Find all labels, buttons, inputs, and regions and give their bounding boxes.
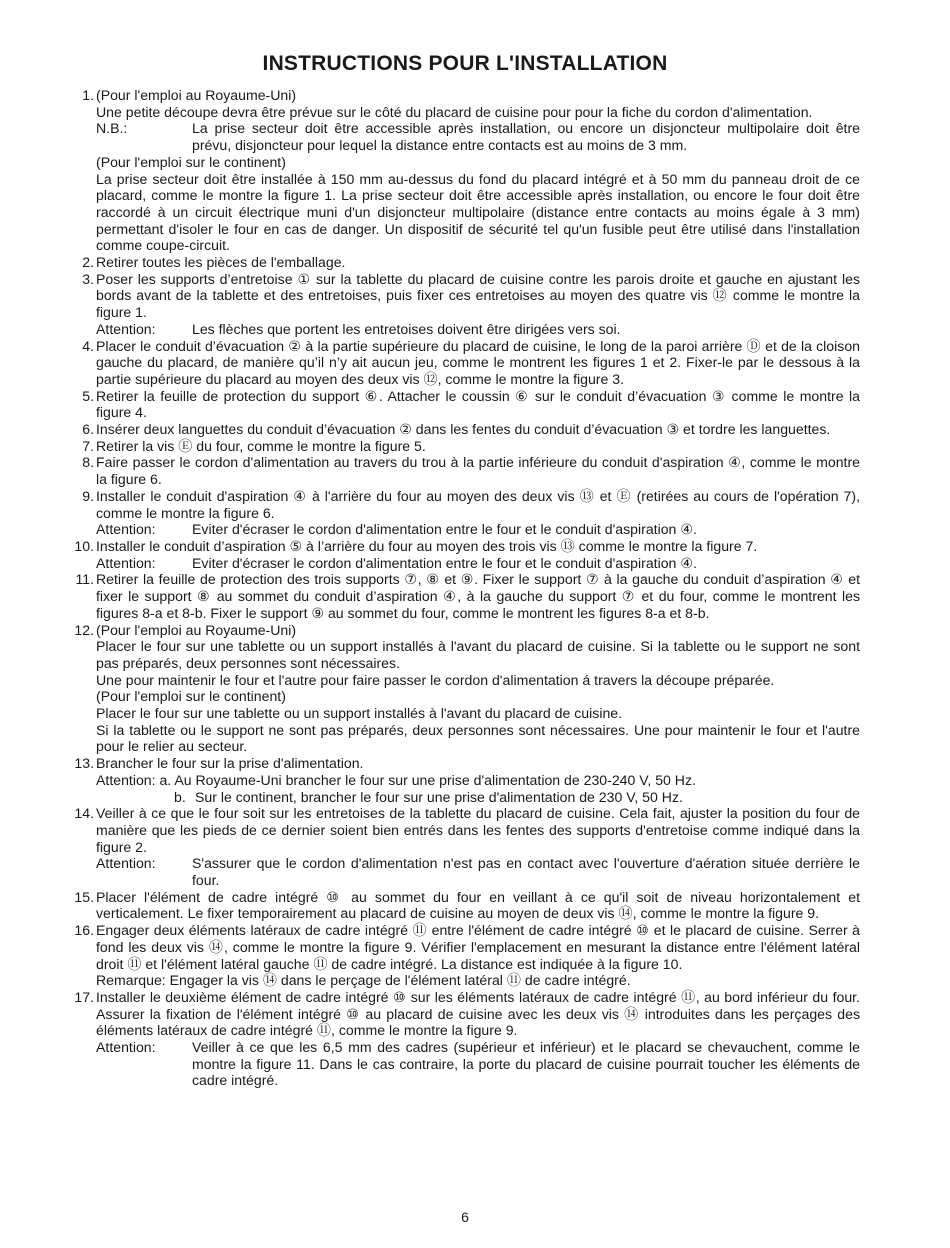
instruction-item-6 xyxy=(74,421,860,438)
item-number: 7. xyxy=(82,437,94,454)
note-label: N.B.: xyxy=(96,120,128,137)
item-paragraph: Une petite découpe devra être prévue sur le côté du placard de cuisine pour pour la fiche du cordon d'alimentation. xyxy=(96,103,813,120)
note-text: Eviter d'écraser le cordon d'alimentation entre le four et le conduit d'aspiration ④. xyxy=(192,521,697,538)
item-text: Retirer la vis Ⓔ du four, comme le montre la figure 5. xyxy=(96,437,426,454)
attention-line-b xyxy=(96,789,860,806)
note-label: Attention: xyxy=(96,554,156,571)
item-number: 13. xyxy=(74,755,94,772)
sub-label: b. xyxy=(174,788,186,805)
item-number: 17. xyxy=(74,988,94,1005)
instruction-list xyxy=(74,87,860,1089)
item-number: 3. xyxy=(82,270,94,287)
item-text: Retirer la feuille de protection du support ⑥. Attacher le coussin ⑥ sur le conduit d’évacuation ③ comme le montre la figure 4. xyxy=(96,387,861,421)
item-text: Installer le deuxième élément de cadre intégré ⑩ sur les éléments latéraux de cadre intégré ⑪, au bord inférieur du four. Assurer la fixation de l'élément intégré ⑩ au placard de cuisine avec les deux vis ⑭ introduites dans les perçages des éléments latéraux de cadre intégré ⑪, comme le montre la figure 9. xyxy=(96,988,860,1039)
instruction-item-14 xyxy=(74,805,860,889)
page-number: 6 xyxy=(461,1209,469,1225)
item-note xyxy=(96,321,860,338)
item-text: Faire passer le cordon d'alimentation au travers du trou à la partie inférieure du conduit d'aspiration ④, comme le montre la figure 6. xyxy=(96,454,860,488)
item-paragraph: (Pour l'emploi sur le continent) xyxy=(96,688,286,705)
item-paragraph: Placer le four sur une tablette ou un support installés à l'avant du placard de cuisine. xyxy=(96,705,623,722)
item-number: 11. xyxy=(75,571,94,588)
note-label: Attention: xyxy=(96,855,156,872)
instruction-item-12 xyxy=(74,622,860,756)
item-number: 9. xyxy=(82,487,94,504)
item-note xyxy=(96,521,860,538)
item-text: Brancher le four sur la prise d'alimentation. xyxy=(96,755,364,772)
item-note xyxy=(96,855,860,888)
item-number: 4. xyxy=(82,337,94,354)
instruction-item-15 xyxy=(74,889,860,922)
item-text: Engager deux éléments latéraux de cadre intégré ⑪ entre l'élément de cadre intégré ⑩ et le placard de cuisine. Serrer à fond les deux vis ⑭, comme le montre la figure 9. Vérifier l'emplacement en mesurant la distance entre l'élément latéral droit ⑪ et l'élément latéral gauche ⑪ de cadre intégré. La distance est indiquée à la figure 10. xyxy=(96,922,860,972)
item-paragraph: Si la tablette ou le support ne sont pas préparés, deux personnes sont nécessaires. Une pour maintenir le four et l'autre pour le relier au secteur. xyxy=(96,721,860,755)
note-text: Eviter d'écraser le cordon d'alimentation entre le four et le conduit d'aspiration ④. xyxy=(192,554,697,571)
item-text: Retirer la feuille de protection des trois supports ⑦, ⑧ et ⑨. Fixer le support ⑦ à la gauche du conduit d’aspiration ④ et fixer le support ⑧ au sommet du conduit d’aspiration ④, à la gauche du support ⑦ et du four, comme le montrent les figures 8-a et 8-b. Fixer le support ⑨ au sommet du four, comme le montrent les figures 8-a et 8-b. xyxy=(96,571,860,621)
item-number: 1. xyxy=(82,87,94,103)
item-text: Insérer deux languettes du conduit d’évacuation ② dans les fentes du conduit d’évacuation ③ et tordre les languettes. xyxy=(96,421,831,438)
instruction-item-17 xyxy=(74,989,860,1089)
attention-line-a: Attention: a. Au Royaume-Uni brancher le four sur une prise d'alimentation de 230-240 V, 50 Hz. xyxy=(96,771,696,788)
instruction-item-2 xyxy=(74,254,860,271)
item-number: 16. xyxy=(74,922,94,939)
item-text: Placer le conduit d’évacuation ② à la partie supérieure du placard de cuisine, le long de la paroi arrière Ⓓ et de la cloison gauche du placard, de manière qu’il n’y ait aucun jeu, comme le montrent les figures 1 et 2. Fixer-le par le dessous à la partie supérieure du placard au moyen des deux vis ⑫, comme le montre la figure 3. xyxy=(96,337,860,387)
item-paragraph: Une pour maintenir le four et l'autre pour faire passer le cordon d'alimentation á travers la découpe préparée. xyxy=(96,671,775,688)
item-text: Installer le conduit d'aspiration ④ à l'arrière du four au moyen des deux vis ⑬ et Ⓔ (retirées au cours de l'opération 7), comme le montre la figure 6. xyxy=(96,487,860,521)
item-number: 10. xyxy=(74,537,94,554)
instruction-item-5 xyxy=(74,388,860,421)
note-text: S'assurer que le cordon d'alimentation n'est pas en contact avec l'ouverture d'aération située derrière le four. xyxy=(192,855,860,889)
item-paragraph: Placer le four sur une tablette ou un support installés à l'avant du placard de cuisine. Si la tablette ou le support ne sont pas préparés, deux personnes sont nécessaires. xyxy=(96,638,860,671)
instruction-item-4 xyxy=(74,338,860,388)
item-paragraph: (Pour l'emploi au Royaume-Uni) xyxy=(96,621,297,638)
item-remark: Remarque: Engager la vis ⑭ dans le perçage de l'élément latéral ⑪ de cadre intégré. xyxy=(96,972,631,989)
item-number: 2. xyxy=(82,254,94,271)
instruction-item-10 xyxy=(74,538,860,571)
item-number: 8. xyxy=(82,454,94,471)
item-number: 6. xyxy=(82,421,94,438)
note-text: La prise secteur doit être accessible après installation, ou encore un disjoncteur multipolaire doit être prévu, disjoncteur pour lequel la distance entre contacts est au moins de 3 mm. xyxy=(192,120,860,154)
item-text: Retirer toutes les pièces de l'emballage. xyxy=(96,254,346,271)
instruction-item-1 xyxy=(74,87,860,254)
item-text: Placer l'élément de cadre intégré ⑩ au sommet du four en veillant à ce qu'il soit de niveau horizontalement et verticalement. Le fixer temporairement au placard de cuisine au moyen de deux vis ⑭, comme le montre la figure 9. xyxy=(96,888,860,922)
sub-text: Sur le continent, brancher le four sur une prise d'alimentation de 230 V, 50 Hz. xyxy=(195,788,683,805)
note-text: Les flèches que portent les entretoises doivent être dirigées vers soi. xyxy=(192,320,621,337)
note-label: Attention: xyxy=(96,320,156,337)
item-paragraph: La prise secteur doit être installée à 150 mm au-dessus du fond du placard intégré et à 50 mm du panneau droit de ce placard, comme le montre la figure 1. La prise secteur doit être accessible après installation, ou encore le four doit être raccordé à un circuit électrique muni d'un disjoncteur multipolaire (distance entre contacts au moins égale à 3 mm) permettant d'isoler le four en cas de danger. Un dispositif de sécurité tel qu'un fusible peut être utilisé dans l'installation comme coupe-circuit. xyxy=(96,170,860,254)
instruction-item-9 xyxy=(74,488,860,538)
instruction-item-13 xyxy=(74,755,860,805)
instruction-item-16 xyxy=(74,922,860,989)
item-paragraph: (Pour l'emploi au Royaume-Uni) xyxy=(96,87,297,103)
page-title: INSTRUCTIONS POUR L'INSTALLATION xyxy=(262,52,668,75)
instruction-item-8 xyxy=(74,454,860,487)
instruction-item-3 xyxy=(74,271,860,338)
item-note xyxy=(96,555,860,572)
note-label: Attention: xyxy=(96,521,156,538)
item-text: Poser les supports d’entretoise ① sur la tablette du placard de cuisine contre les parois droite et gauche en ajustant les bords avant de la tablette et des entretoises, puis fixer ces entretoises au moyen des quatre vis ⑫ comme le montre la figure 1. xyxy=(96,270,860,321)
item-text: Veiller à ce que le four soit sur les entretoises de la tablette du placard de cuisine. Cela fait, ajuster la position du four de manière que les pieds de ce dernier soient bien entrés dans les fentes des supports d'entretoise comme indiqué dans la figure 2. xyxy=(96,805,860,855)
instruction-item-7 xyxy=(74,438,860,455)
instruction-item-11 xyxy=(74,571,860,621)
item-number: 12. xyxy=(74,621,94,638)
item-paragraph: (Pour l'emploi sur le continent) xyxy=(96,153,286,170)
item-number: 14. xyxy=(74,805,94,822)
item-text: Installer le conduit d’aspiration ⑤ à l’arrière du four au moyen des trois vis ⑬ comme le montre la figure 7. xyxy=(96,537,758,554)
item-number: 5. xyxy=(82,387,94,404)
item-note xyxy=(96,1039,860,1089)
note-text: Veiller à ce que les 6,5 mm des cadres (supérieur et inférieur) et le placard se chevauchent, comme le montre la figure 11. Dans le cas contraire, la porte du placard de cuisine pourrait toucher les éléments de cadre intégré. xyxy=(192,1039,860,1089)
item-note xyxy=(96,120,860,153)
note-label: Attention: xyxy=(96,1039,156,1056)
item-number: 15. xyxy=(74,888,94,905)
